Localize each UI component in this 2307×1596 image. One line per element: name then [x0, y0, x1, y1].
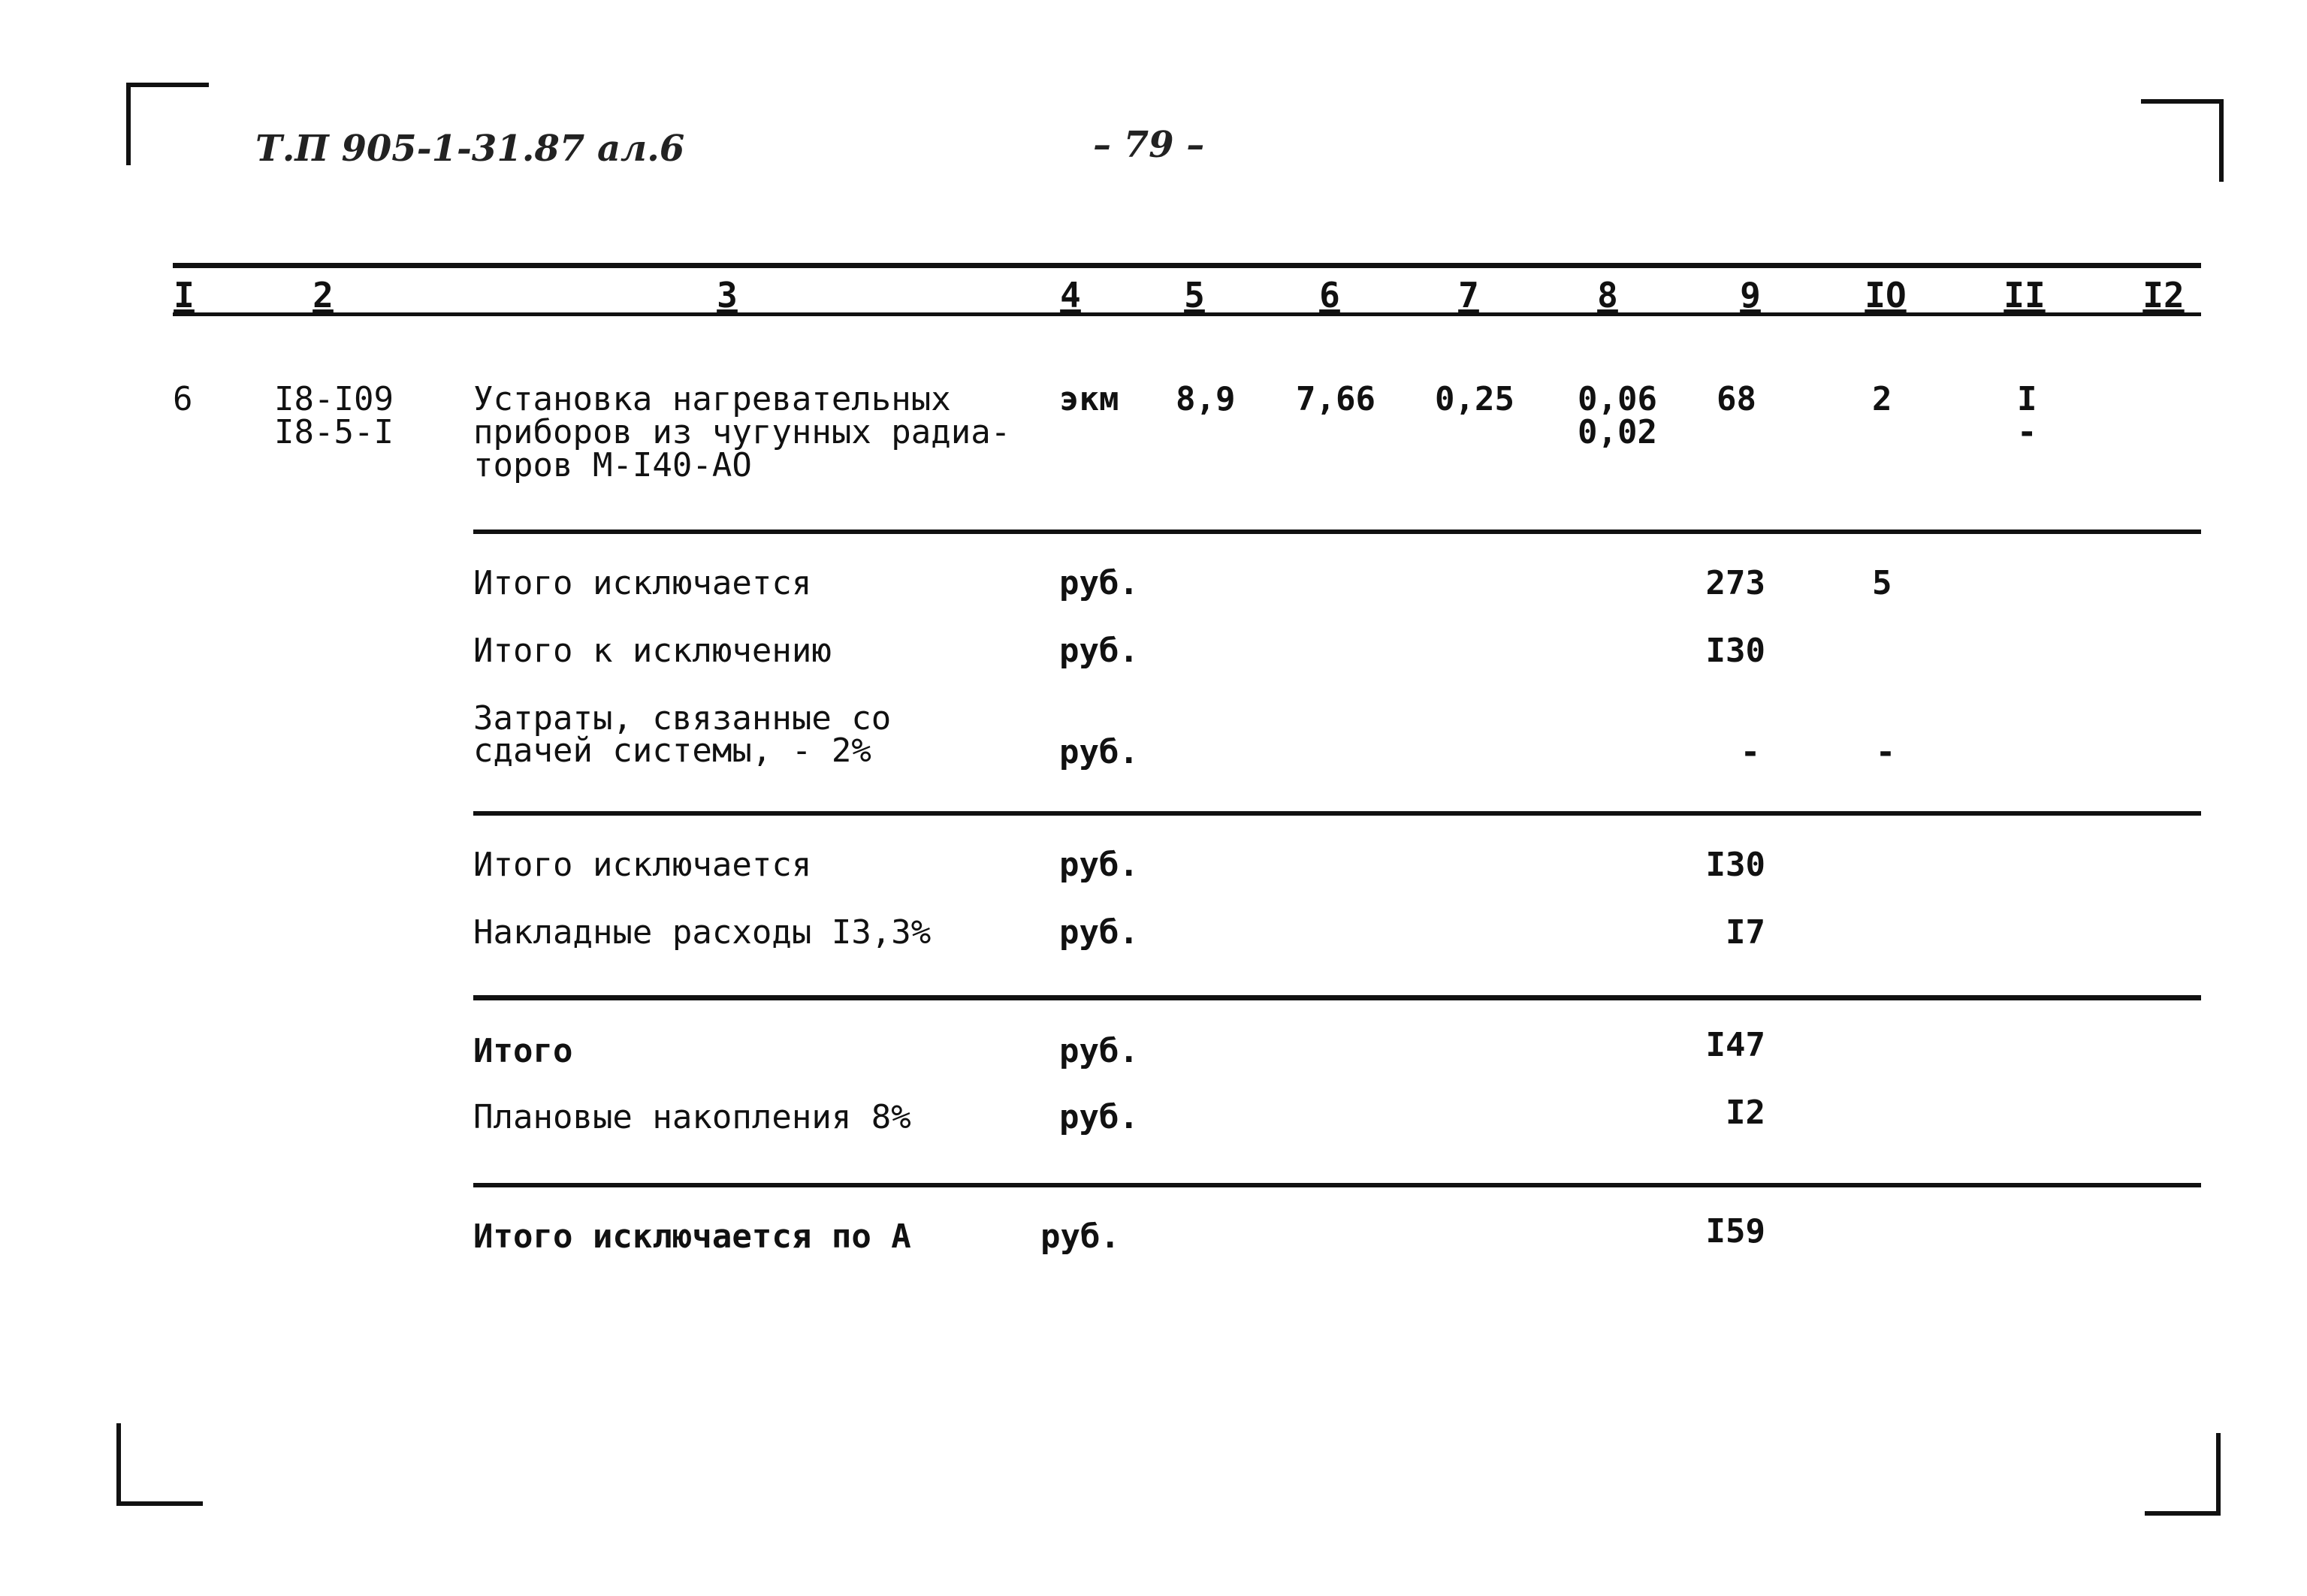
item-code: I8-5-I	[274, 413, 394, 451]
header-top-rule	[173, 263, 2201, 268]
summary-col9: 273	[1705, 564, 1765, 602]
column-number-9: 9	[1740, 275, 1761, 315]
item-unit: экм	[1059, 380, 1119, 418]
summary-label: Итого исключается	[473, 564, 812, 602]
summary-unit: руб.	[1059, 846, 1139, 884]
column-number-6: 6	[1319, 275, 1340, 315]
corner-mark-bottom-right	[2145, 1511, 2221, 1516]
summary-unit: руб.	[1059, 632, 1139, 670]
column-number-12: I2	[2142, 275, 2185, 315]
corner-mark-bottom-right	[2216, 1433, 2221, 1516]
summary-col9: I47	[1705, 1026, 1765, 1064]
summary-label: Итого исключается по А	[473, 1217, 911, 1256]
section-rule	[473, 811, 2201, 816]
document-code: Т.П 905-1-31.87 ал.6	[255, 128, 685, 170]
column-number-3: 3	[717, 275, 738, 315]
section-rule	[473, 529, 2201, 534]
summary-label: Итого к исключению	[473, 632, 832, 670]
summary-unit: руб.	[1059, 913, 1139, 952]
column-number-8: 8	[1597, 275, 1618, 315]
summary-col9: I30	[1705, 632, 1765, 670]
column-number-10: IO	[1865, 275, 1907, 315]
summary-unit: руб.	[1059, 1032, 1139, 1070]
column-number-5: 5	[1184, 275, 1205, 315]
summary-label: Итого исключается	[473, 846, 812, 884]
summary-label: Плановые накопления 8%	[473, 1098, 911, 1136]
section-rule	[473, 1183, 2201, 1187]
corner-mark-top-left	[126, 83, 209, 87]
section-rule	[473, 995, 2201, 1000]
summary-col9: I2	[1726, 1094, 1765, 1132]
item-code: I8-I09	[274, 380, 394, 418]
item-col9: 68	[1717, 380, 1756, 418]
summary-unit: руб.	[1059, 1098, 1139, 1136]
item-description: торов М-I40-АО	[473, 446, 752, 484]
summary-label: Затраты, связанные со	[473, 699, 892, 738]
summary-label: сдачей системы, - 2%	[473, 732, 871, 770]
summary-col9: I7	[1726, 913, 1765, 952]
item-col11: I	[2017, 380, 2037, 418]
item-col8: 0,02	[1578, 413, 1657, 451]
column-number-11: II	[2004, 275, 2046, 315]
column-number-4: 4	[1060, 275, 1081, 315]
corner-mark-top-left	[126, 83, 131, 165]
summary-col9: I30	[1705, 846, 1765, 884]
item-col7: 0,25	[1435, 380, 1514, 418]
column-number-1: I	[174, 275, 195, 315]
corner-mark-top-right	[2141, 99, 2224, 104]
summary-col9: -	[1740, 733, 1761, 771]
item-col11: -	[2017, 413, 2037, 451]
summary-unit: руб.	[1059, 564, 1139, 602]
summary-col9: I59	[1705, 1212, 1765, 1251]
corner-mark-bottom-left	[116, 1501, 203, 1506]
column-number-2: 2	[313, 275, 334, 315]
item-number: 6	[173, 380, 193, 418]
summary-label: Итого	[473, 1032, 573, 1070]
item-description: приборов из чугунных радиа-	[473, 413, 1011, 451]
summary-unit: руб.	[1040, 1217, 1120, 1256]
summary-col10: 5	[1872, 564, 1892, 602]
column-number-7: 7	[1458, 275, 1479, 315]
corner-mark-bottom-left	[116, 1423, 121, 1506]
item-col5: 8,9	[1176, 380, 1236, 418]
item-col6: 7,66	[1296, 380, 1375, 418]
item-col8: 0,06	[1578, 380, 1657, 418]
corner-mark-top-right	[2219, 99, 2224, 182]
summary-col10: -	[1875, 733, 1896, 771]
summary-label: Накладные расходы I3,3%	[473, 913, 932, 952]
summary-unit: руб.	[1059, 733, 1139, 771]
item-description: Установка нагревательных	[473, 380, 951, 418]
item-col10: 2	[1872, 380, 1892, 418]
page-number: – 79 –	[1093, 124, 1205, 166]
